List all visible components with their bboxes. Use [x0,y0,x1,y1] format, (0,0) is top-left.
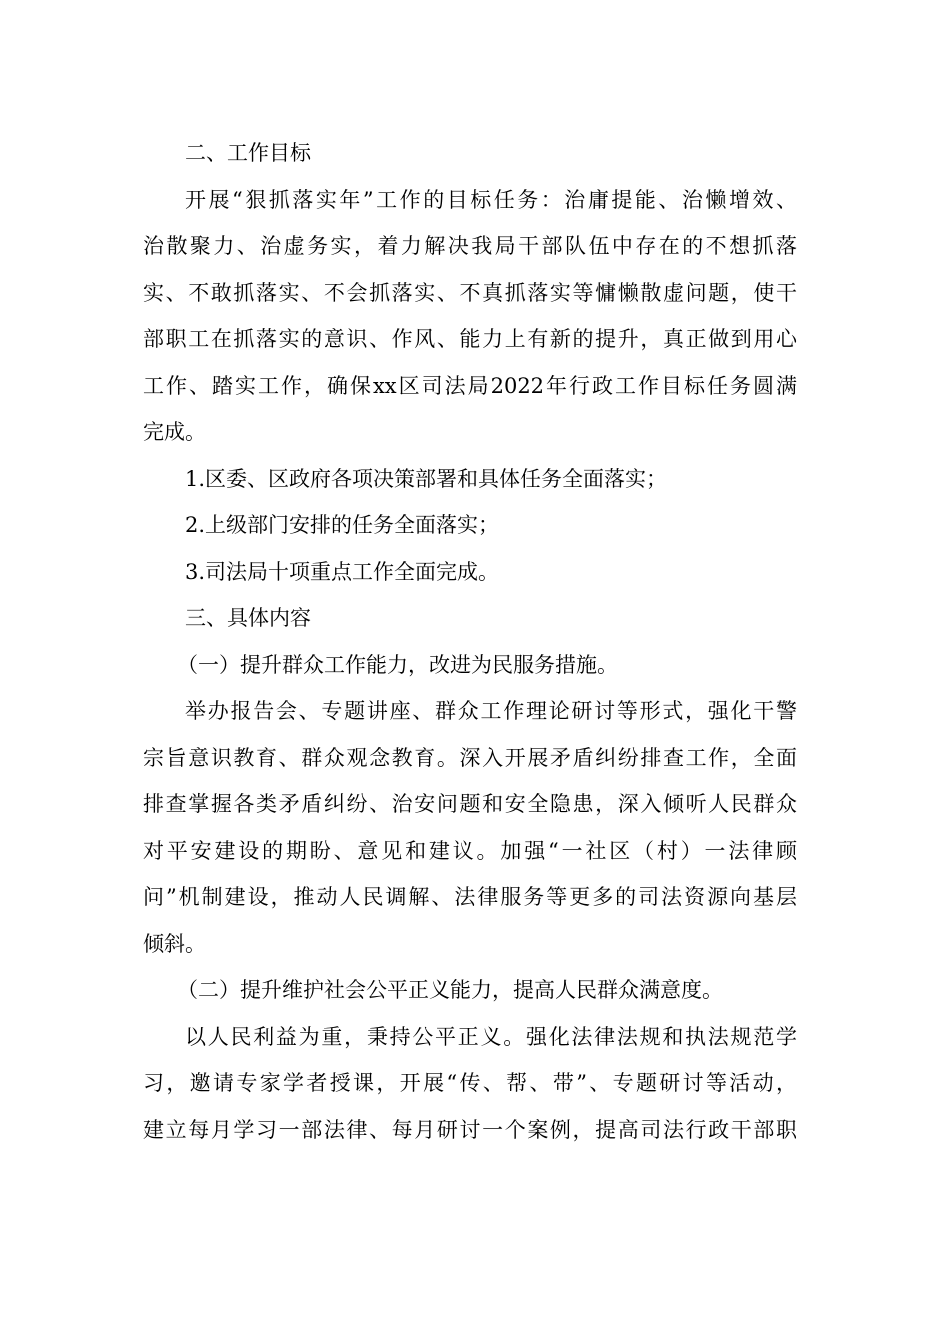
paragraph-line: 对平安建设的期盼、意见和建议。加强“一社区（村）一法律顾 [143,838,797,863]
paragraph-line: 部职工在抓落实的意识、作风、能力上有新的提升，真正做到用心 [143,327,797,351]
paragraph-line: 举办报告会、专题讲座、群众工作理论研讨等形式，强化干警 [185,699,797,723]
paragraph-line: 问”机制建设，推动人民调解、法律服务等更多的司法资源向基层 [143,885,797,909]
paragraph-line: 开展“狠抓落实年”工作的目标任务：治庸提能、治懒增效、 [185,187,797,212]
paragraph-line: 以人民利益为重，秉持公平正义。强化法律法规和执法规范学 [185,1024,797,1049]
paragraph-line: 倾斜。 [143,931,206,956]
paragraph-line: 完成。 [143,420,206,444]
paragraph-line: 实、不敢抓落实、不会抓落实、不真抓落实等慵懒散虚问题，使干 [143,280,797,305]
paragraph-line: 工作、踏实工作，确保xx区司法局2022年行政工作目标任务圆满 [143,373,797,398]
paragraph-line: 习，邀请专家学者授课，开展“传、帮、带”、专题研讨等活动， [143,1071,797,1095]
paragraph-line: 宗旨意识教育、群众观念教育。深入开展矛盾纠纷排查工作，全面 [143,745,797,770]
list-item: 2.上级部门安排的任务全面落实； [185,513,500,537]
paragraph-line: 治散聚力、治虚务实，着力解决我局干部队伍中存在的不想抓落 [143,234,797,258]
list-item: 3.司法局十项重点工作全面完成。 [185,559,500,584]
paragraph-line: 排查掌握各类矛盾纠纷、治安问题和安全隐患，深入倾听人民群众 [143,792,797,816]
document-body [143,130,797,1153]
subsection-heading: （二）提升维护社会公平正义能力，提高人民群众满意度。 [177,978,723,1002]
section-heading-goals: 二、工作目标 [185,141,311,165]
section-heading-content: 三、具体内容 [185,606,311,630]
subsection-heading: （一）提升群众工作能力，改进为民服务措施。 [177,652,618,677]
paragraph-line: 建立每月学习一部法律、每月研讨一个案例，提高司法行政干部职 [143,1117,797,1142]
list-item: 1.区委、区政府各项决策部署和具体任务全面落实； [185,466,668,491]
